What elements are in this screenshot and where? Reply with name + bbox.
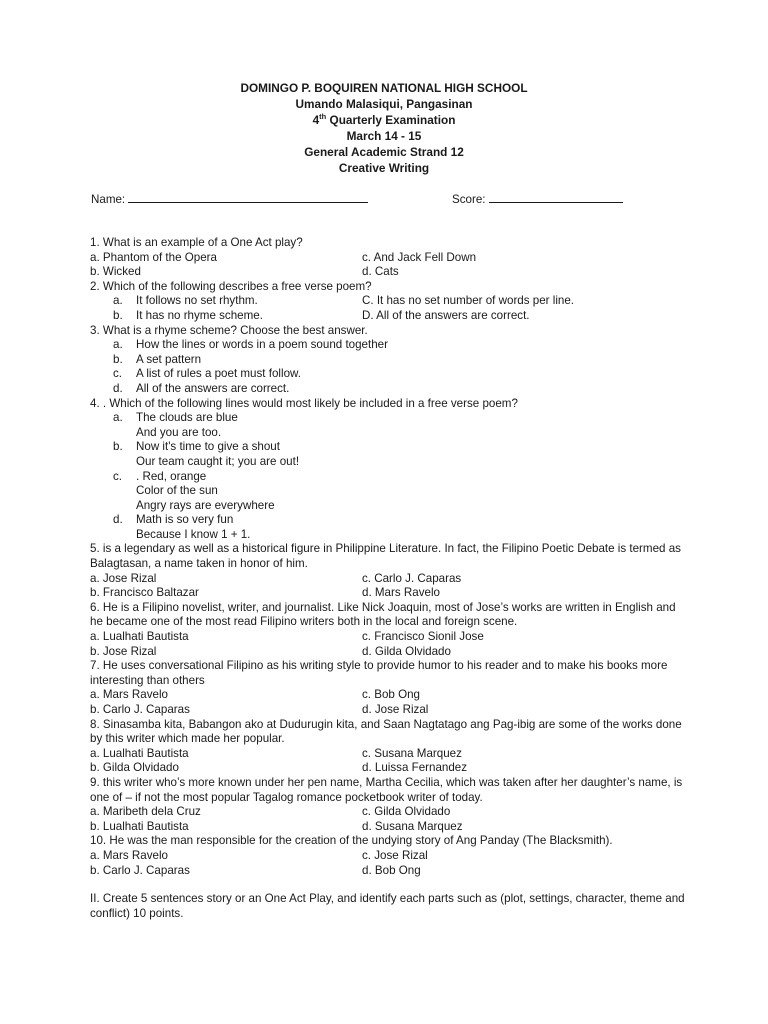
option-c: c. Gilda Olvidado xyxy=(362,805,451,819)
option-b: b. Wicked xyxy=(90,265,141,279)
exam-title: 4th Quarterly Examination xyxy=(312,112,456,127)
option-a: a. Jose Rizal xyxy=(90,571,157,585)
question-list xyxy=(90,236,690,921)
exam-header xyxy=(0,80,768,176)
option-b: b. Gilda Olvidado xyxy=(90,761,179,775)
option-a: a. Maribeth dela Cruz xyxy=(90,805,201,819)
option-c: c. Francisco Sionil Jose xyxy=(362,630,484,644)
options-row xyxy=(90,688,690,703)
exam-strand: General Academic Strand 12 xyxy=(304,145,464,159)
option-d: d. Math is so very fun xyxy=(113,513,234,527)
option-d: d. Susana Marquez xyxy=(362,819,463,833)
option-c: c. A list of rules a poet must follow. xyxy=(113,367,301,381)
question-5: 5. is a legendary as well as a historical figure in Philippine Literature. In fact, the Filipino Poetic Debate is termed as Balagtasan, a name taken in honor of him. xyxy=(90,542,681,571)
option-c: c. Susana Marquez xyxy=(362,746,462,760)
option-a: It follows no set rhythm. xyxy=(136,294,258,308)
option-a: a. Mars Ravelo xyxy=(90,688,168,702)
part-two-instruction: II. Create 5 sentences story or an One Act Play, and identify each parts such as (plot, settings, character, theme and conflict) 10 points. xyxy=(90,892,685,920)
options-row xyxy=(90,747,690,762)
options-row xyxy=(90,805,690,820)
options-row: b. It has no rhyme scheme. D. All of the answers are correct. xyxy=(113,308,530,322)
student-fields xyxy=(91,191,691,207)
options-row xyxy=(90,586,690,601)
option-c: c. Carlo J. Caparas xyxy=(362,571,462,585)
options-row xyxy=(90,820,690,835)
option-b: b. Carlo J. Caparas xyxy=(90,703,190,716)
exam-subject: Creative Writing xyxy=(338,161,430,175)
options-row xyxy=(90,849,690,864)
name-blank[interactable] xyxy=(128,191,368,203)
option-d: D. All of the answers are correct. xyxy=(362,308,530,322)
options-row xyxy=(90,265,690,280)
option-a-line: And you are too. xyxy=(136,425,222,439)
option-b: b. Francisco Baltazar xyxy=(90,586,199,600)
score-label: Score: xyxy=(452,193,486,206)
option-b: b. Jose Rizal xyxy=(90,644,157,658)
question-7: 7. He uses conversational Filipino as his writing style to provide humor to his reader and to make his books more interesting than others xyxy=(90,659,668,687)
option-c: c. Jose Rizal xyxy=(362,848,428,862)
score-blank[interactable] xyxy=(489,191,623,203)
options-row xyxy=(90,645,690,660)
question-4: 4. . Which of the following lines would most likely be included in a free verse poem? xyxy=(90,396,518,410)
question-10: 10. He was the man responsible for the creation of the undying story of Ang Panday (The Blacksmith). xyxy=(90,834,613,848)
option-b: b. Now it's time to give a shout xyxy=(113,440,280,454)
option-d: d. Cats xyxy=(362,265,399,279)
name-label: Name: xyxy=(91,193,126,206)
option-d: d. Bob Ong xyxy=(362,863,421,877)
option-c: C. It has no set number of words per line. xyxy=(362,294,575,308)
school-name: DOMINGO P. BOQUIREN NATIONAL HIGH SCHOOL xyxy=(240,81,528,95)
option-d: d. All of the answers are correct. xyxy=(113,381,290,395)
option-d: d. Luissa Fernandez xyxy=(362,761,468,775)
option-d-line: Because I know 1 + 1. xyxy=(136,527,251,541)
option-c: c. . Red, orange xyxy=(113,469,207,483)
option-a: a. How the lines or words in a poem sound together xyxy=(113,338,388,352)
option-b-line: Our team caught it; you are out! xyxy=(136,454,300,468)
option-a: a. The clouds are blue xyxy=(113,411,238,425)
question-3: 3. What is a rhyme scheme? Choose the best answer. xyxy=(90,323,368,337)
exam-date: March 14 - 15 xyxy=(346,129,422,143)
option-b: b. A set pattern xyxy=(113,352,202,366)
option-c-line: Angry rays are everywhere xyxy=(136,498,275,512)
option-b: b. Lualhati Bautista xyxy=(90,819,189,833)
question-1: 1. What is an example of a One Act play? xyxy=(90,236,303,249)
option-a: a. Lualhati Bautista xyxy=(90,746,189,760)
option-a: a. Lualhati Bautista xyxy=(90,630,189,644)
options-row: a. It follows no set rhythm. C. It has no set number of words per line. xyxy=(113,294,575,308)
option-a: a. Phantom of the Opera xyxy=(90,250,217,264)
question-8: 8. Sinasamba kita, Babangon ako at Dudurugin kita, and Saan Nagtatago ang Pag-ibig are some of the works done by this writer which made her popular. xyxy=(90,717,682,746)
options-row xyxy=(90,630,690,645)
question-9: 9. this writer who’s more known under her pen name, Martha Cecilia, which was taken after her daughter’s name, is one of – if not the most popular Tagalog romance pocketbook writer of today. xyxy=(90,775,683,804)
options-row xyxy=(90,572,690,587)
option-d: d. Jose Rizal xyxy=(362,703,429,716)
question-2: 2. Which of the following describes a free verse poem? xyxy=(90,279,372,293)
option-c: c. Bob Ong xyxy=(362,688,421,702)
option-a: a. Mars Ravelo xyxy=(90,848,168,862)
options-row xyxy=(90,761,690,776)
options-row xyxy=(90,251,690,266)
option-c: c. And Jack Fell Down xyxy=(362,250,477,264)
options-row xyxy=(90,864,690,879)
option-b: b. Carlo J. Caparas xyxy=(90,863,190,877)
score-field[interactable] xyxy=(452,191,623,208)
school-address: Umando Malasiqui, Pangasinan xyxy=(295,97,473,111)
options-row xyxy=(90,703,690,718)
option-d: d. Mars Ravelo xyxy=(362,586,440,600)
option-c-line: Color of the sun xyxy=(136,484,218,498)
option-b: It has no rhyme scheme. xyxy=(136,308,263,322)
question-6: 6. He is a Filipino novelist, writer, and journalist. Like Nick Joaquin, most of Jose’s works are written in English and he became one of the most read Filipino writers both in the local and foreign scene. xyxy=(90,600,676,629)
name-field[interactable] xyxy=(91,191,368,208)
option-d: d. Gilda Olvidado xyxy=(362,644,451,658)
